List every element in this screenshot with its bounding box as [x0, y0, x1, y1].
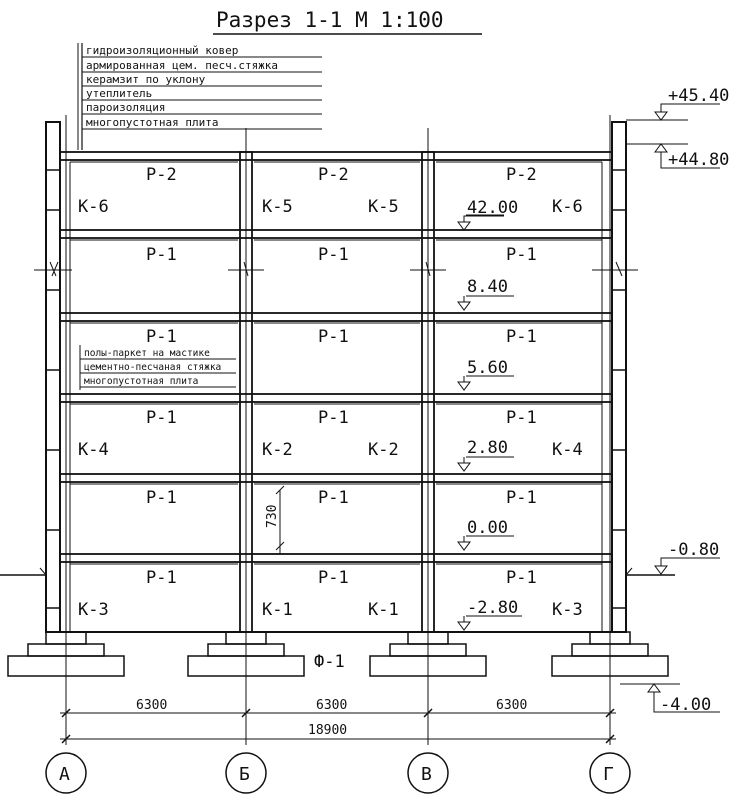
roof-layer-3: керамзит по уклону	[86, 73, 206, 86]
column-label: К-1	[262, 600, 293, 620]
column-label: К-4	[78, 440, 109, 460]
column-label: К-3	[78, 600, 109, 620]
dimension-total: 18900	[308, 723, 348, 738]
axis-bubble-a	[46, 753, 86, 793]
dimension-span: 6300	[496, 698, 528, 713]
axis-bubble-g	[590, 753, 630, 793]
floor-layer-2: цементно-песчаная стяжка	[84, 362, 222, 373]
panel-label: Р-2	[506, 165, 537, 185]
panel-label: Р-1	[318, 568, 349, 588]
level-mark: 0.00	[467, 518, 508, 538]
level-parapet: +45.40	[668, 86, 730, 106]
column-label: К-5	[262, 197, 293, 217]
panel-label: Р-2	[146, 165, 177, 185]
beam-dimension: 730	[265, 504, 280, 528]
panel-label: Р-1	[318, 245, 349, 265]
dimension-span: 6300	[136, 698, 168, 713]
floor-layer-3: многопустотная плита	[84, 376, 199, 387]
panel-label: Р-1	[506, 568, 537, 588]
panel-label: Р-1	[146, 488, 177, 508]
dimension-lines	[60, 698, 616, 743]
level-mark: 8.40	[467, 277, 508, 297]
floor-slabs	[60, 152, 612, 632]
level-mark: -2.80	[467, 598, 519, 618]
roof-layer-2: армированная цем. песч.стяжка	[86, 59, 279, 72]
panel-label: Р-1	[146, 245, 177, 265]
panel-label: Р-1	[506, 488, 537, 508]
beam-height-dimension	[265, 486, 284, 554]
floor-layers-note	[80, 345, 236, 390]
roof-layer-5: пароизоляция	[86, 101, 166, 114]
left-outer-wall	[46, 122, 60, 632]
level-mark: 2.80	[467, 438, 508, 458]
level-ground: -0.80	[668, 540, 720, 560]
column-label: К-1	[368, 600, 399, 620]
panel-label: Р-1	[146, 408, 177, 428]
panel-label: Р-1	[506, 408, 537, 428]
roof-layer-1: гидроизоляционный ковер	[86, 44, 239, 57]
level-foundation: -4.00	[660, 695, 712, 715]
panel-label: Р-2	[318, 165, 349, 185]
axis-label: Б	[239, 764, 250, 785]
axis-label: В	[421, 764, 432, 785]
panel-label: Р-1	[318, 488, 349, 508]
floor-layer-1: полы-паркет на мастике	[84, 348, 210, 359]
panel-label: Р-1	[318, 408, 349, 428]
axis-bubble-v	[408, 753, 448, 793]
panel-label: Р-1	[506, 327, 537, 347]
column-label: К-6	[552, 197, 583, 217]
roof-layers-note	[78, 43, 322, 150]
axis-label: Г	[603, 764, 614, 785]
column-label: К-3	[552, 600, 583, 620]
drawing-title: Разрез 1-1 М 1:100	[216, 8, 444, 32]
roof-layer-4: утеплитель	[86, 87, 153, 100]
axis-label: А	[59, 764, 70, 785]
roof-layer-6: многопустотная плита	[86, 116, 219, 129]
column-label: К-2	[262, 440, 293, 460]
column-label: К-5	[368, 197, 399, 217]
axis-lines	[66, 115, 610, 745]
level-roof: +44.80	[668, 150, 730, 170]
foundation-label: Ф-1	[314, 652, 345, 672]
panel-label: Р-1	[318, 327, 349, 347]
right-outer-wall	[612, 122, 626, 632]
column-label: К-4	[552, 440, 583, 460]
panel-label: Р-1	[506, 245, 537, 265]
dimension-span: 6300	[316, 698, 348, 713]
exterior-level-marks	[620, 86, 729, 715]
panel-label: Р-1	[146, 327, 177, 347]
axis-bubble-b	[226, 753, 266, 793]
panel-label: Р-1	[146, 568, 177, 588]
level-mark: 5.60	[467, 358, 508, 378]
column-label: К-6	[78, 197, 109, 217]
level-mark: 42.00	[467, 198, 519, 218]
column-label: К-2	[368, 440, 399, 460]
